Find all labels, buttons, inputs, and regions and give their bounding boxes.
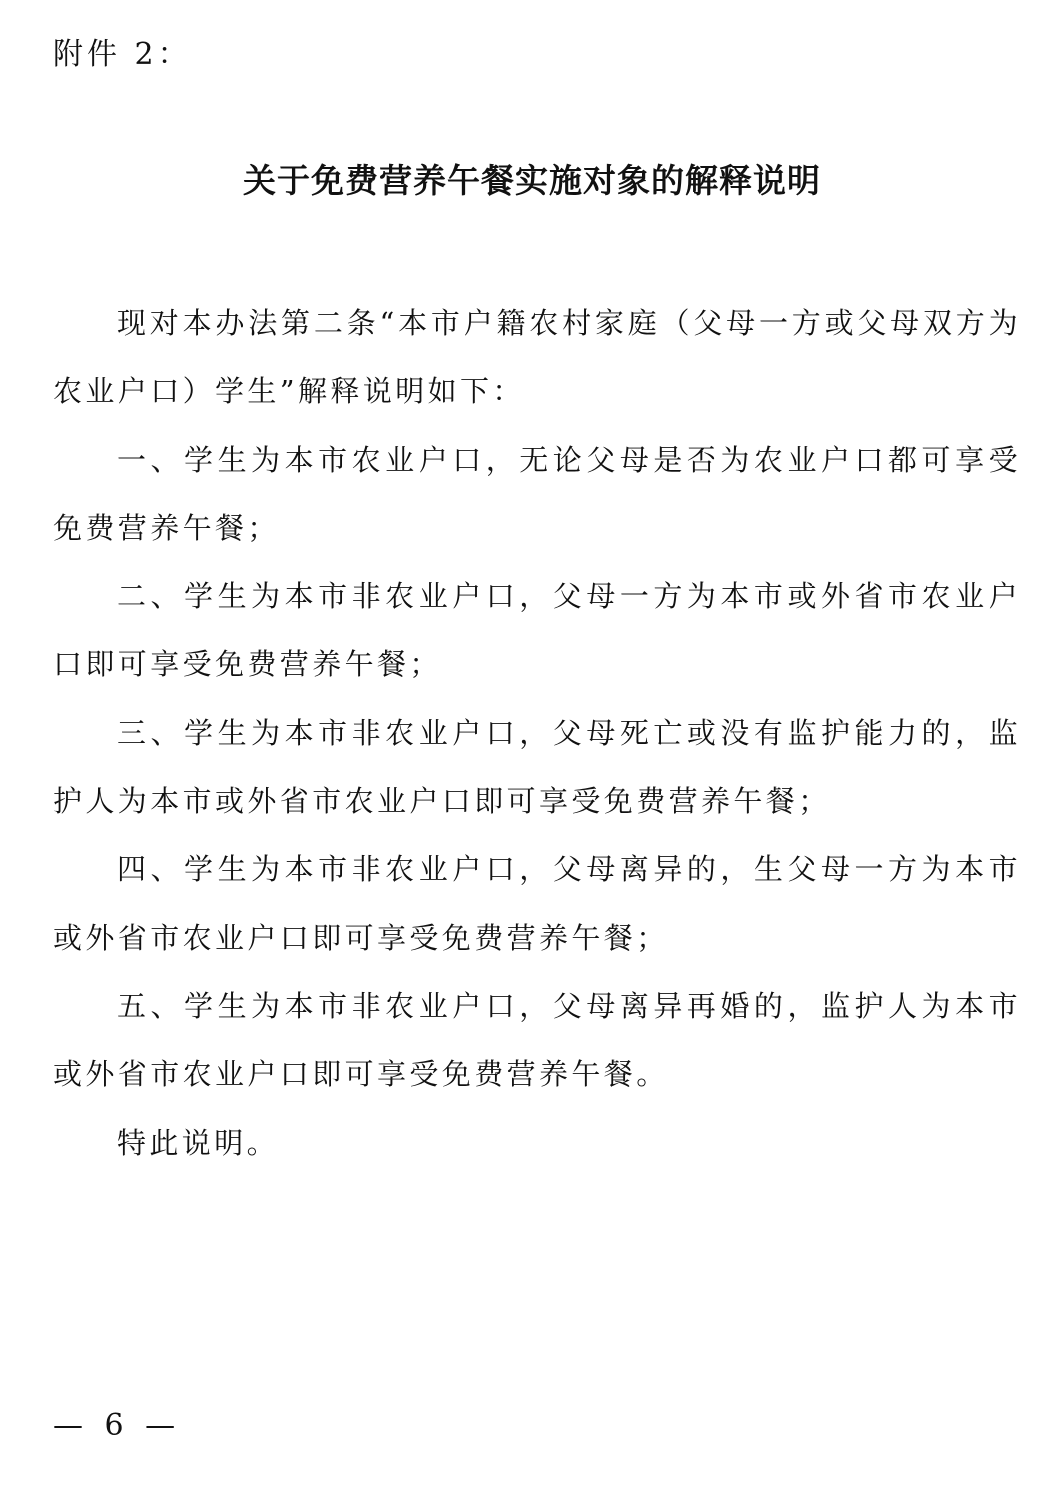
clause-three-paragraph: 三、学生为本市非农业户口，父母死亡或没有监护能力的，监护人为本市或外省市农业户口即可享受免费营养午餐； xyxy=(53,715,1021,819)
document-title: 关于免费营养午餐实施对象的解释说明 xyxy=(243,161,821,200)
intro-paragraph: 现对本办法第二条“本市户籍农村家庭（父母一方或父母双方为农业户口）学生”解释说明如下： xyxy=(53,306,1021,409)
clause-four-paragraph: 四、学生为本市非农业户口，父母离异的，生父母一方为本市或外省市农业户口即可享受免费营养午餐； xyxy=(53,852,1021,955)
document-body xyxy=(53,289,1021,1177)
attachment-label: 附件 2： xyxy=(53,37,192,72)
clause-two-paragraph: 二、学生为本市非农业户口，父母一方为本市或外省市农业户口即可享受免费营养午餐； xyxy=(53,579,1021,682)
clause-five-paragraph: 五、学生为本市非农业户口，父母离异再婚的，监护人为本市或外省市农业户口即可享受免费营养午餐。 xyxy=(53,988,1021,1092)
closing-paragraph: 特此说明。 xyxy=(117,1125,280,1160)
page-number: — 6 — xyxy=(53,1408,182,1443)
clause-one-paragraph: 一、学生为本市农业户口，无论父母是否为农业户口都可享受免费营养午餐； xyxy=(53,442,1021,545)
